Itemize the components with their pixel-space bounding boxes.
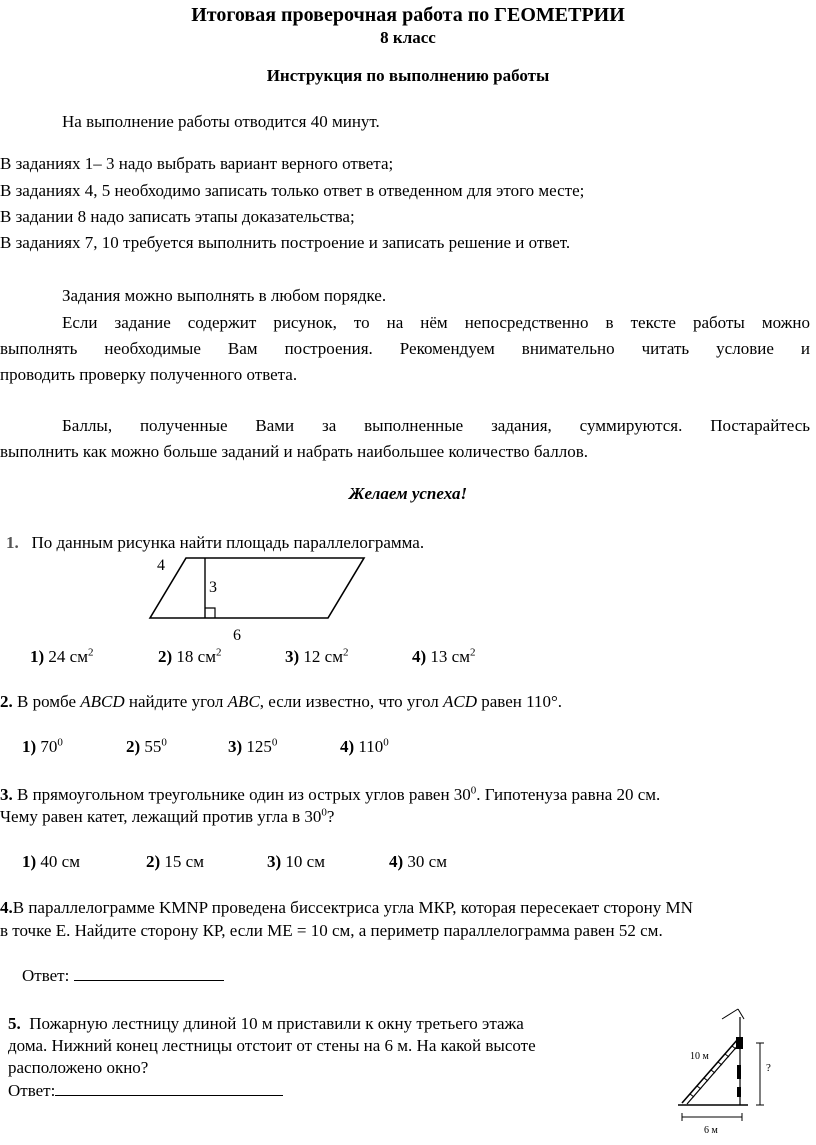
task5-question-line-1: 5. Пожарную лестницу длиной 10 м приставили к окну третьего этажа <box>8 1014 524 1033</box>
task2-number: 2. <box>0 692 13 711</box>
instruction-time: На выполнение работы отводится 40 минут. <box>62 112 380 131</box>
task5-answer-label: Ответ: <box>8 1081 56 1100</box>
side-label: 4 <box>157 557 165 574</box>
height-label: 3 <box>209 579 217 596</box>
task5-question-line-3: расположено окно? <box>8 1058 149 1077</box>
task1-number: 1. <box>6 533 19 552</box>
task1-option-3[interactable]: 3) 12 $см^2$ <box>285 646 349 666</box>
task3-number: 3. <box>0 785 13 804</box>
task1-question <box>6 533 816 553</box>
task5-number: 5. <box>8 1014 21 1033</box>
task1-option-2[interactable]: 2) 18 $см^2$ <box>158 646 222 666</box>
instruction-drawing-3: проводить проверку полученного ответа. <box>0 365 298 384</box>
task5-question-line-2: дома. Нижний конец лестницы отстоит от стены на 6 м. На какой высоте <box>8 1036 536 1055</box>
task4-number: 4. <box>0 898 13 917</box>
task1-text: По данным рисунка найти площадь параллелограмма. <box>31 533 425 552</box>
task5-ladder-figure <box>664 1005 784 1143</box>
task3-option-1[interactable]: 1) 40 см <box>22 852 80 871</box>
base-label: 6 <box>233 627 241 644</box>
instruction-rule-4: В заданиях 7, 10 требуется выполнить построение и записать решение и ответ. <box>0 233 571 252</box>
task4-answer-field[interactable] <box>74 966 224 981</box>
task3-option-4[interactable]: 4) 30 см <box>389 852 447 871</box>
instruction-drawing-2: выполнять необходимые Вам построения. Рекомендуем внимательно читать условие и <box>0 339 810 358</box>
parallelogram-shape <box>150 558 364 618</box>
task3-option-2[interactable]: 2) 15 см <box>146 852 204 871</box>
task2-option-1[interactable]: 1) $70^0$ <box>22 736 63 756</box>
height-question-label: ? <box>766 1062 771 1074</box>
ladder-rail <box>682 1039 738 1103</box>
task2-question: 2. В ромбе ABCD найдите угол ABC, если известно, что угол ACD равен 110°. <box>0 692 563 711</box>
task3-question-line-1: 3. В прямоугольном треугольнике один из острых углов равен $30^0$. Гипотенуза равна 20 см. <box>0 784 661 804</box>
task5-answer-field[interactable] <box>55 1081 283 1096</box>
wish-text: Желаем успеха! <box>348 484 468 503</box>
task1-parallelogram-figure <box>140 552 380 644</box>
task4-question-line-2: в точке Е. Найдите сторону КР, если МЕ = 10 см, а периметр параллелограмма равен 52 см. <box>0 921 663 940</box>
instruction-rule-3: В задании 8 надо записать этапы доказательства; <box>0 207 355 226</box>
roof-line-2 <box>738 1009 744 1019</box>
page-title: Итоговая проверочная работа по ГЕОМЕТРИИ <box>191 4 625 26</box>
grade-label: 8 класс <box>380 28 436 47</box>
task2-option-3[interactable]: 3) $125^0$ <box>228 736 278 756</box>
task1-option-1[interactable]: 1) 24 $см^2$ <box>30 646 94 666</box>
task4-answer-label: Ответ: <box>22 966 70 985</box>
task4-question-line-1: 4.В параллелограмме KMNP проведена биссектриса угла МКР, которая пересекает сторону MN <box>0 898 693 917</box>
instruction-points-1: Баллы, полученные Вами за выполненные задания, суммируются. Постарайтесь <box>62 416 810 435</box>
ladder-length-label: 10 м <box>690 1051 709 1062</box>
task2-option-2[interactable]: 2) $55^0$ <box>126 736 167 756</box>
task4-answer <box>22 966 816 986</box>
instruction-rule-2: В заданиях 4, 5 необходимо записать только ответ в отведенном для этого месте; <box>0 181 585 200</box>
instructions-title: Инструкция по выполнению работы <box>266 66 550 85</box>
right-angle-mark <box>205 608 215 618</box>
instruction-points-2: выполнить как можно больше заданий и набрать наибольшее количество баллов. <box>0 442 588 461</box>
task3-question-line-2: Чему равен катет, лежащий против угла в $30^0$? <box>0 806 335 826</box>
base-length-label: 6 м <box>704 1125 718 1136</box>
instruction-rule-1: В заданиях 1– 3 надо выбрать вариант верного ответа; <box>0 154 394 173</box>
task3-option-3[interactable]: 3) 10 см <box>267 852 325 871</box>
roof-line <box>722 1009 738 1019</box>
instruction-drawing-1: Если задание содержит рисунок, то на нём непосредственно в тексте работы можно <box>62 313 810 332</box>
instruction-order: Задания можно выполнять в любом порядке. <box>62 286 387 305</box>
task1-option-4[interactable]: 4) 13 $см^2$ <box>412 646 476 666</box>
task2-option-4[interactable]: 4) $110^0$ <box>340 736 389 756</box>
